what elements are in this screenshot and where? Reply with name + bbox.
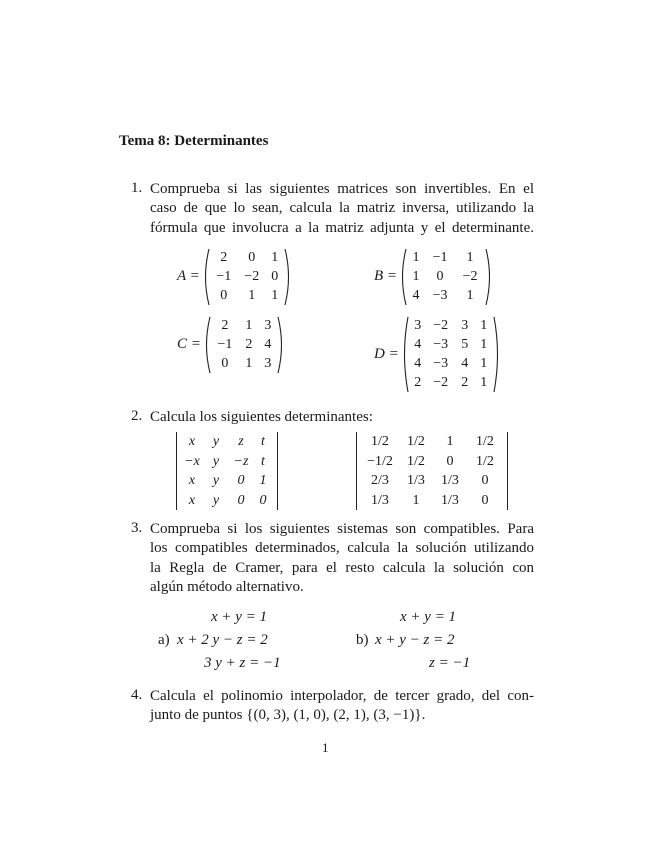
matrix-a-grid	[204, 248, 290, 305]
system-b-label: b)	[356, 632, 369, 648]
determinant-2-cell: 1/2	[407, 453, 425, 469]
matrix-c-cell: 4	[264, 337, 272, 352]
determinant-1-cell: 0	[259, 492, 267, 508]
matrix-d-cell: 4	[461, 356, 469, 371]
determinant-1-cell: x	[188, 492, 196, 508]
matrix-b-body	[401, 248, 491, 305]
matrix-c-cell: 3	[264, 356, 272, 371]
exercise-4-line: Calcula el polinomio interpolador, de tercer grado, del con-	[150, 688, 534, 704]
exercise-1-line: fórmula que involucra a la matriz adjunta y el determinante.	[150, 219, 534, 236]
matrix-d-cell: 1	[480, 356, 488, 371]
determinant-1-cell: −x	[184, 453, 200, 469]
determinant-1-cell: z	[238, 434, 244, 449]
exercise-4-text	[150, 687, 534, 726]
system-b-equation: z = −1	[429, 655, 471, 671]
exercise-1-text	[150, 180, 534, 238]
matrix-b-cell: −2	[462, 269, 478, 284]
determinant-2-cell: 0	[446, 453, 454, 469]
system-a-equation: x + 2 y − z = 2	[177, 632, 268, 648]
exercise-3-number: 3.	[131, 520, 143, 536]
matrix-d-label: D =	[374, 345, 399, 362]
matrix-c-cell: −1	[217, 337, 233, 352]
determinant-1-cell: y	[212, 434, 220, 449]
matrix-b-cell: 4	[412, 288, 420, 303]
determinant-2-cell: 1/3	[407, 473, 425, 488]
exercise-3-line: algún método alternativo.	[150, 578, 304, 595]
matrix-a-cell: 0	[271, 269, 279, 284]
matrix-b-cell: 1	[412, 250, 420, 265]
determinant-1-grid	[181, 432, 273, 510]
determinant-1-cell: x	[188, 434, 196, 449]
right-paren-icon	[493, 316, 501, 393]
determinant-2-cell: −1/2	[367, 453, 393, 469]
determinant-2-cell: 0	[481, 473, 489, 488]
system-a-equation: x + y = 1	[211, 609, 268, 625]
determinant-2-cell: 1	[412, 492, 420, 508]
matrix-a	[177, 248, 290, 305]
matrix-d-cell: 5	[461, 337, 469, 352]
determinant-2-cell: 1/2	[371, 434, 389, 449]
determinant-2-cell: 1/3	[441, 492, 459, 508]
right-paren-icon	[277, 316, 285, 374]
matrix-d-cell: 4	[414, 356, 422, 371]
system-b-equation: x + y − z = 2	[375, 632, 455, 648]
matrix-c-label: C =	[177, 336, 201, 352]
exercise-4-line: junto de puntos {(0, 3), (1, 0), (2, 1), (3, −1)}.	[150, 707, 426, 724]
exercise-1-line: caso de que lo sean, calcula la matriz inversa, utilizando la	[150, 200, 534, 217]
matrix-c	[177, 316, 283, 373]
left-paren-icon	[202, 248, 210, 306]
matrix-c-cell: 0	[221, 356, 229, 371]
determinant-2-cell: 1/2	[407, 434, 425, 449]
determinant-1-cell: 0	[237, 492, 245, 508]
matrix-a-cell: −2	[244, 269, 260, 284]
matrix-b-cell: 1	[466, 250, 474, 265]
determinant-1-cell: x	[188, 473, 196, 488]
matrix-d	[374, 316, 499, 392]
exercise-3-line: la Regla de Cramer, para el resto calcula la solución con	[150, 559, 534, 576]
matrix-c-cell: 3	[264, 318, 272, 333]
left-paren-icon	[399, 248, 407, 306]
determinant-2-cell: 0	[481, 492, 489, 508]
matrix-a-cell: 1	[271, 250, 279, 265]
page-number: 1	[322, 740, 329, 755]
determinant-1-cell: y	[212, 453, 220, 469]
system-a-label: a)	[158, 632, 170, 648]
exercise-3-text	[150, 520, 534, 597]
matrix-c-grid	[205, 316, 283, 373]
matrix-d-cell: 3	[461, 318, 469, 333]
matrix-d-cell: −2	[433, 318, 449, 333]
matrix-a-cell: 0	[248, 250, 256, 265]
exercise-2-number: 2.	[131, 408, 143, 424]
determinant-1-cell: 1	[259, 473, 267, 488]
determinant-2-grid	[361, 432, 503, 510]
exercise-2-line: Calcula los siguientes determinantes:	[150, 409, 373, 425]
system-a-equation: 3 y + z = −1	[204, 655, 281, 671]
matrix-b-grid	[401, 248, 491, 305]
matrix-b-cell: 1	[466, 288, 474, 303]
matrix-c-cell: 2	[221, 318, 229, 333]
matrix-b	[374, 248, 491, 305]
matrix-d-body	[403, 316, 499, 392]
matrix-d-cell: −2	[433, 375, 449, 390]
exercise-1-line: Comprueba si las siguientes matrices son invertibles. En el	[150, 181, 534, 197]
matrix-d-cell: 1	[480, 375, 488, 390]
matrix-b-label: B =	[374, 268, 398, 284]
matrix-d-cell: −3	[433, 337, 449, 352]
determinant-2-cell: 1/3	[371, 492, 389, 508]
determinant-1-cell: t	[261, 434, 265, 449]
determinant-2	[356, 432, 508, 510]
matrix-a-cell: 1	[271, 288, 279, 303]
right-paren-icon	[284, 248, 292, 306]
matrix-d-cell: 2	[461, 375, 469, 390]
exercise-3-line: los compatibles determinados, calcula la solución utilizando	[150, 540, 534, 557]
left-paren-icon	[401, 316, 409, 393]
determinant-2-cell: 1/2	[476, 453, 494, 469]
right-paren-icon	[485, 248, 493, 306]
matrix-a-cell: 2	[220, 250, 228, 265]
matrix-b-cell: 1	[412, 269, 420, 284]
system-b-equation: x + y = 1	[400, 609, 457, 625]
matrix-b-cell: −1	[432, 250, 448, 265]
matrix-d-cell: 4	[414, 337, 422, 352]
determinant-2-cell: 1	[446, 434, 454, 449]
matrix-c-body	[205, 316, 283, 373]
matrix-c-cell: 1	[245, 318, 253, 333]
determinant-1-cell: −z	[233, 453, 249, 469]
matrix-d-cell: 3	[414, 318, 422, 333]
matrix-d-cell: −3	[433, 356, 449, 371]
determinant-1-cell: 0	[237, 473, 245, 488]
determinant-2-cell: 1/2	[476, 434, 494, 449]
matrix-a-cell: −1	[216, 269, 232, 284]
matrix-a-body	[204, 248, 290, 305]
left-paren-icon	[203, 316, 211, 374]
determinant-1-cell: y	[212, 492, 220, 508]
matrix-a-cell: 1	[248, 288, 256, 303]
matrix-d-cell: 1	[480, 337, 488, 352]
matrix-c-cell: 1	[245, 356, 253, 371]
exercise-4-number: 4.	[131, 687, 143, 703]
page-title: Tema 8: Determinantes	[119, 133, 269, 149]
matrix-b-cell: −3	[432, 288, 448, 303]
determinant-2-cell: 2/3	[371, 473, 389, 488]
determinant-2-cell: 1/3	[441, 473, 459, 488]
exercise-3-line: Comprueba si los siguientes sistemas son compatibles. Para	[150, 521, 534, 537]
matrix-b-cell: 0	[436, 269, 444, 284]
determinant-1-cell: t	[261, 453, 265, 469]
matrix-d-cell: 2	[414, 375, 422, 390]
matrix-a-label: A =	[177, 268, 200, 284]
exercise-2-text	[150, 408, 534, 427]
matrix-a-cell: 0	[220, 288, 228, 303]
matrix-c-cell: 2	[245, 337, 253, 352]
determinant-1	[176, 432, 278, 510]
matrix-d-grid	[403, 316, 499, 392]
matrix-d-cell: 1	[480, 318, 488, 333]
determinant-1-cell: y	[212, 473, 220, 488]
exercise-1-number: 1.	[131, 180, 143, 196]
